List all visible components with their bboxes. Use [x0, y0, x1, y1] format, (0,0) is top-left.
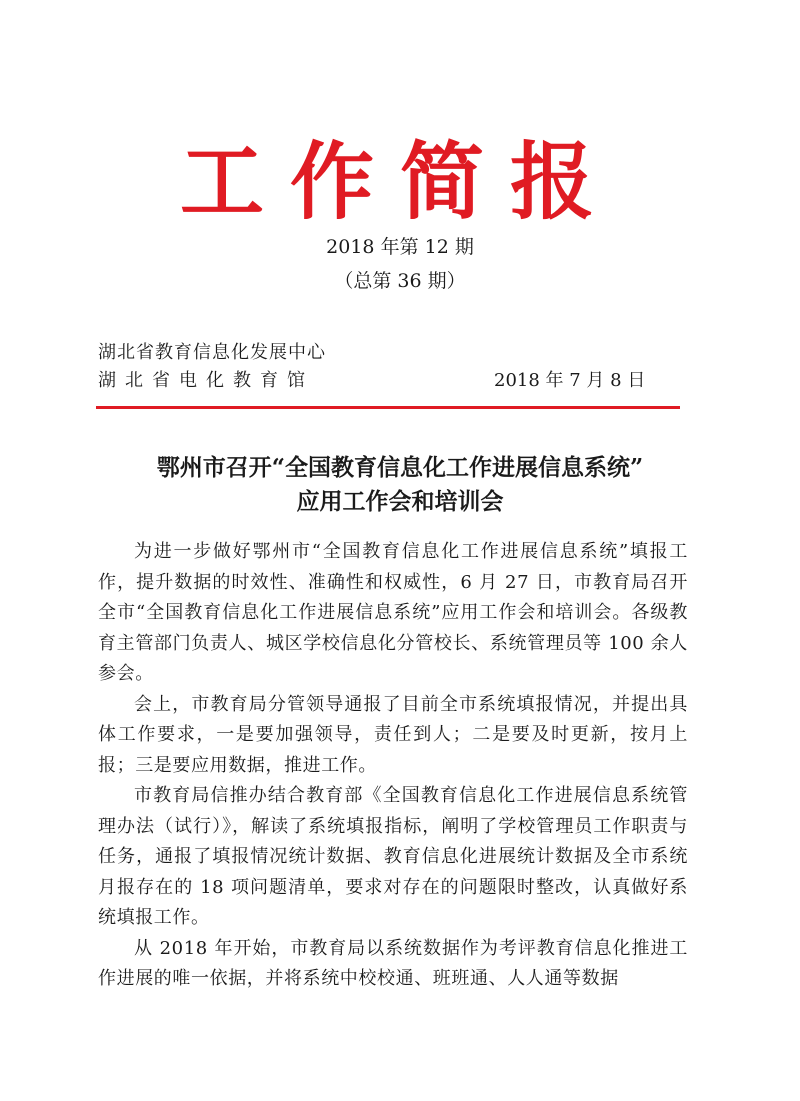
masthead-title: 工作简报: [179, 133, 620, 231]
article-title-line-2: 应用工作会和培训会: [296, 488, 504, 515]
article-title-line-1: 鄂州市召开“全国教育信息化工作进展信息系统”: [156, 454, 644, 481]
issuing-org-1: 湖北省教育信息化发展中心: [98, 342, 326, 363]
paragraph: 会上，市教育局分管领导通报了目前全市系统填报情况，并提出具体工作要求，一是要加强领导，责任到人；二是要及时更新，按月上报；三是要应用数据，推进工作。: [98, 693, 688, 776]
paragraph: 为进一步做好鄂州市“全国教育信息化工作进展信息系统”填报工作，提升数据的时效性、准确性和权威性，6 月 27 日，市教育局召开全市“全国教育信息化工作进展信息系统”应用工作会和培训会。各级教育主管部门负责人、城区学校信息化分管校长、系统管理员等 100 余人参会。: [98, 541, 688, 684]
issue-date: 2018 年 7 月 8 日: [494, 370, 646, 391]
issue-number: 2018 年第 12 期: [326, 236, 474, 258]
issuing-org-2: 湖北省电化教育馆: [98, 370, 314, 391]
article-body: [98, 537, 688, 995]
header-divider: [96, 406, 680, 409]
paragraph: 从 2018 年开始，市教育局以系统数据作为考评教育信息化推进工作进展的唯一依据，并将系统中校校通、班班通、人人通等数据: [98, 937, 688, 989]
paragraph: 市教育局信推办结合教育部《全国教育信息化工作进展信息系统管理办法（试行）》，解读了系统填报指标，阐明了学校管理员工作职责与任务，通报了填报情况统计数据、教育信息化进展统计数据及全市系统月报存在的 18 项问题清单，要求对存在的问题限时整改，认真做好系统填报工作。: [98, 785, 688, 928]
total-issue-number: （总第 36 期）: [334, 270, 466, 292]
